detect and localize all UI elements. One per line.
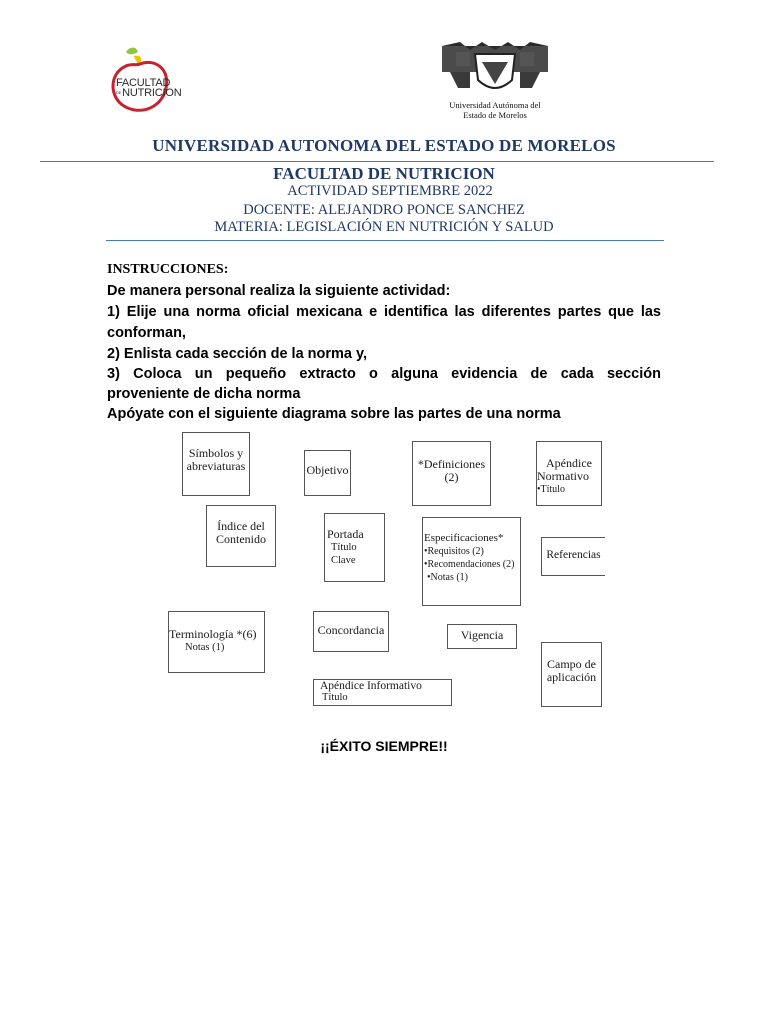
box-label: Portada [327, 527, 364, 541]
box-label: •Requisitos (2) [424, 546, 484, 557]
box-label: Apéndice Informativo [320, 680, 422, 692]
diagram-intro: Apóyate con el siguiente diagrama sobre las partes de una norma [107, 406, 561, 422]
box-apendice-normativo [536, 441, 602, 506]
box-label: Título [322, 692, 348, 703]
logo-text-faculty: FACULTAD [116, 77, 171, 89]
logo-text-nutricion: NUTRICION [122, 87, 182, 99]
teacher-line: DOCENTE: ALEJANDRO PONCE SANCHEZ [243, 202, 525, 218]
box-objetivo [304, 450, 351, 496]
logo-text-de: DE [116, 90, 122, 95]
faculty-logo [104, 44, 194, 124]
university-title: UNIVERSIDAD AUTONOMA DEL ESTADO DE MORELOS [152, 136, 616, 155]
box-label: *Definiciones [417, 457, 486, 471]
box-label: aplicación [546, 670, 597, 684]
instruction-item-1: 1) Elije una norma oficial mexicana e identifica las diferentes partes que las [107, 304, 661, 320]
box-terminologia [168, 611, 265, 673]
box-label: Apéndice [546, 456, 592, 470]
subject-divider [106, 240, 664, 241]
activity-line: ACTIVIDAD SEPTIEMBRE 2022 [287, 183, 493, 199]
uaem-caption-line1: Universidad Autónoma del [449, 100, 541, 110]
uaem-caption-line2: Estado de Morelos [463, 110, 527, 120]
box-label: Campo de [547, 657, 596, 671]
box-label: (2) [444, 470, 459, 484]
header-divider [40, 161, 714, 162]
uaem-logo [430, 40, 560, 130]
box-label: Especificaciones* [424, 532, 504, 544]
box-label: Referencias [546, 549, 601, 561]
box-label: •Notas (1) [427, 572, 468, 583]
box-especificaciones [422, 517, 521, 606]
box-label: Título [331, 542, 357, 553]
box-label: Índice del [217, 519, 265, 533]
instructions-heading: INSTRUCCIONES: [107, 262, 229, 277]
box-simbolos-abreviaturas [182, 432, 250, 496]
box-label: abreviaturas [186, 459, 246, 473]
faculty-title: FACULTAD DE NUTRICION [273, 164, 495, 183]
box-label: Vigencia [460, 628, 504, 642]
box-indice-contenido [206, 505, 276, 567]
box-label: •Título [537, 484, 565, 495]
box-label: Objetivo [306, 463, 349, 477]
box-portada [324, 513, 385, 582]
instruction-item-3: 3) Coloca un pequeño extracto o alguna evidencia de cada sección [107, 366, 661, 382]
box-apendice-informativo [313, 679, 452, 706]
box-label: •Recomendaciones (2) [424, 559, 515, 570]
box-label: Clave [331, 555, 356, 566]
box-vigencia [447, 624, 517, 649]
box-label: Concordancia [317, 623, 385, 637]
instructions-intro: De manera personal realiza la siguiente actividad: [107, 283, 451, 299]
box-definiciones [412, 441, 491, 506]
box-label: Normativo [537, 469, 589, 483]
box-label: Notas (1) [185, 642, 225, 653]
box-label: Terminología *(6) [169, 627, 257, 641]
box-label: Contenido [216, 532, 266, 546]
closing-message: ¡¡ÉXITO SIEMPRE!! [320, 738, 448, 754]
instruction-item-1-cont: conforman, [107, 325, 186, 341]
instruction-item-3-cont: proveniente de dicha norma [107, 386, 301, 402]
instruction-item-2: 2) Enlista cada sección de la norma y, [107, 346, 368, 362]
box-campo-aplicacion [541, 642, 602, 707]
box-concordancia [313, 611, 389, 652]
subject-line: MATERIA: LEGISLACIÓN EN NUTRICIÓN Y SALUD [214, 219, 554, 235]
uaem-seal-icon [430, 40, 560, 98]
box-label: Símbolos y [188, 446, 244, 460]
box-referencias [541, 537, 605, 576]
